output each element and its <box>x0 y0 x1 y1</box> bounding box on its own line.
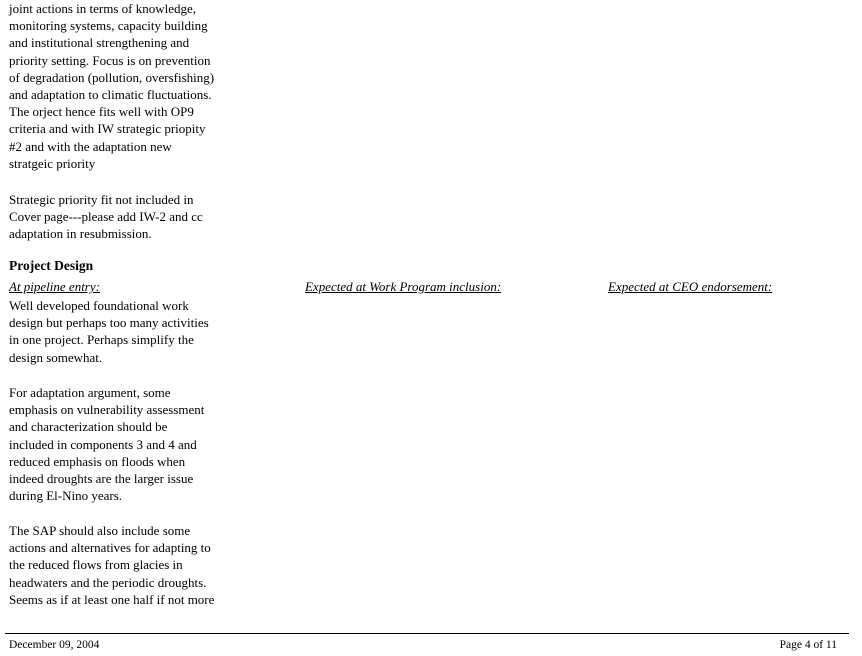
column-label-work-program: Expected at Work Program inclusion: <box>305 279 502 294</box>
design-paragraph: The SAP should also include some actions and alternatives for adapting to the reduced flows from glacies in headwaters and the periodic droughts. Seems as if at least one half if not more <box>9 523 215 607</box>
design-paragraph: For adaptation argument, some emphasis on vulnerability assessment and characterization should be included in components 3 and 4 and reduced emphasis on floods when indeed droughts are the larger issue during El-Nino years. <box>9 385 205 504</box>
intro-paragraph: joint actions in terms of knowledge, monitoring systems, capacity building and institutional strengthening and priority setting. Focus is on prevention of degradation (pollution, oversfishing) and adaptation to climatic fluctuations. The orject hence fits well with OP9 criteria and with IW strategic priopity #2 and with the adaptation new stratgeic priority <box>9 1 215 171</box>
footer-page-number: Page 4 of 11 <box>779 639 837 651</box>
footer-divider <box>5 633 849 634</box>
footer-date: December 09, 2004 <box>9 639 100 651</box>
section-heading-project-design: Project Design <box>9 258 94 273</box>
design-paragraph: Well developed foundational work design but perhaps too many activities in one project. Perhaps simplify the design somewhat. <box>9 298 209 365</box>
column-label-pipeline-entry: At pipeline entry: <box>9 279 100 294</box>
column-label-ceo-endorsement: Expected at CEO endorsement: <box>608 279 773 294</box>
strategic-priority-paragraph: Strategic priority fit not included in Cover page---please add IW-2 and cc adaptation in resubmission. <box>9 192 203 242</box>
